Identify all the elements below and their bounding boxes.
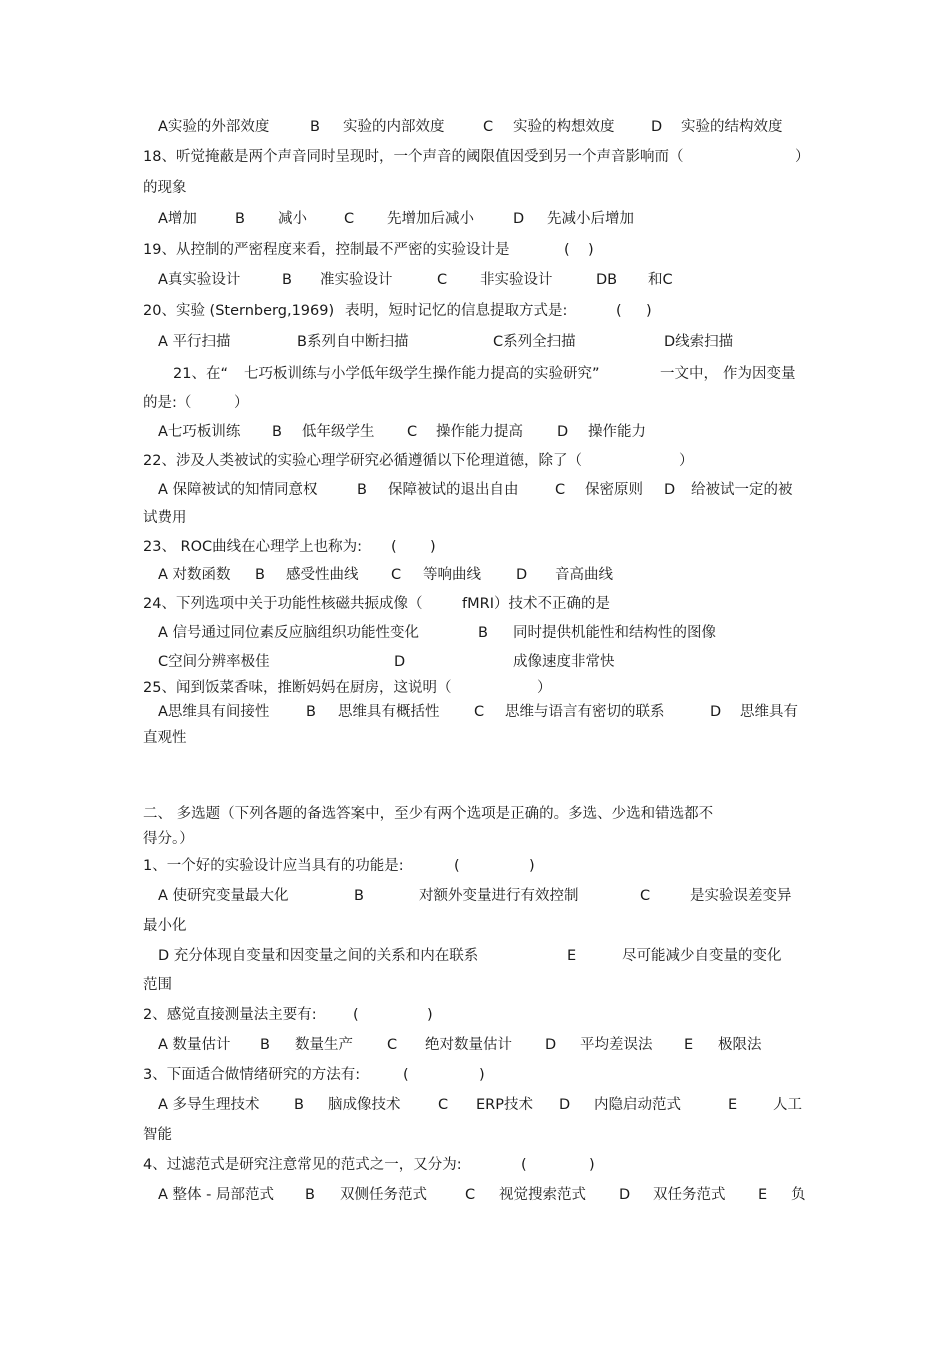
line-segment: D [545,1037,557,1053]
line-segment: 实验的结构效度 [681,119,783,135]
line-segment: 内隐启动范式 [594,1097,681,1113]
line-segment: 极限法 [718,1037,762,1053]
line-segment: C [555,482,566,498]
line-segment: 18、听觉掩蔽是两个声音同时呈现时，一个声音的阈限值因受到另一个声音影响而（ [143,149,684,165]
line-segment: B [357,482,367,498]
line-segment: C [407,424,418,440]
line-segment: DB [596,272,618,288]
line-segment: E [684,1037,694,1053]
line-segment: D [516,567,528,583]
line-segment: 准实验设计 [320,272,393,288]
line-segment: 二、 多选题（下列各题的备选答案中，至少有两个选项是正确的。多选、少选和错选都不 [143,806,714,822]
line-segment: D [664,482,676,498]
line-segment: 最小化 [143,918,187,934]
line-segment: 双任务范式 [653,1187,726,1203]
line-segment: D [619,1187,631,1203]
line-segment: B [310,119,320,135]
line-segment: ) [589,1157,595,1173]
line-segment: 负 [791,1187,806,1203]
line-segment: 保障被试的退出自由 [388,482,519,498]
line-segment: C系列全扫描 [493,334,576,350]
line-segment: A 多导生理技术 [158,1097,260,1113]
line-segment: A思维具有间接性 [158,704,270,720]
line-segment: 人工 [773,1097,802,1113]
line-segment: 3、下面适合做情绪研究的方法有: [143,1067,361,1083]
line-segment: D线索扫描 [664,334,734,350]
line-segment: ) [479,1067,485,1083]
line-segment: C [387,1037,398,1053]
line-segment: 非实验设计 [480,272,553,288]
line-segment: 的是:（ [143,395,192,411]
line-segment: B [306,704,316,720]
line-segment: 24、下列选项中关于功能性核磁共振成像（ [143,596,423,612]
line-segment: ERP技术 [476,1097,533,1113]
line-segment: 双侧任务范式 [340,1187,427,1203]
line-segment: ) [529,858,535,874]
line-segment: 对额外变量进行有效控制 [419,888,579,904]
line-segment: 实验的内部效度 [343,119,445,135]
line-segment: 数量生产 [295,1037,353,1053]
line-segment: 脑成像技术 [328,1097,401,1113]
line-segment: 是实验误差变异 [690,888,792,904]
line-segment: 同时提供机能性和结构性的图像 [513,625,716,641]
line-segment: ( [391,539,397,555]
line-segment: E [758,1187,768,1203]
line-segment: A 数量估计 [158,1037,231,1053]
line-segment: 音高曲线 [555,567,613,583]
line-segment: 4、过滤范式是研究注意常见的范式之一，又分为: [143,1157,462,1173]
line-segment: C [438,1097,449,1113]
line-segment: 试费用 [143,510,187,526]
line-segment: B [255,567,265,583]
line-segment: 思维具有概括性 [338,704,440,720]
line-segment: 25、闻到饭菜香味，推断妈妈在厨房，这说明（ [143,680,452,696]
line-segment: ( [454,858,460,874]
line-segment: C [437,272,448,288]
line-segment: B [260,1037,270,1053]
line-segment: 2、感觉直接测量法主要有: [143,1007,317,1023]
line-segment: B [478,625,488,641]
line-segment: 先增加后减小 [387,211,474,227]
line-segment: ( [616,303,622,319]
line-segment: 思维具有 [740,704,798,720]
line-segment: A增加 [158,211,197,227]
line-segment: D [651,119,663,135]
line-segment: ( [521,1157,527,1173]
line-segment: B系列自中断扫描 [297,334,409,350]
line-segment: 和C [648,272,673,288]
line-segment: 21、在“ [173,366,228,382]
line-segment: 1、一个好的实验设计应当具有的功能是: [143,858,404,874]
line-segment: D [557,424,569,440]
line-segment: C [344,211,355,227]
line-segment: B [305,1187,315,1203]
line-segment: D [394,654,406,670]
line-segment: 智能 [143,1127,172,1143]
line-segment: 一文中， [660,366,718,382]
line-segment: B [235,211,245,227]
line-segment: 实验的构想效度 [513,119,615,135]
line-segment: D [710,704,722,720]
line-segment: D 充分体现自变量和因变量之间的关系和内在联系 [158,948,479,964]
line-segment: A 信号通过同位素反应脑组织功能性变化 [158,625,420,641]
line-segment: 先减小后增加 [547,211,634,227]
line-segment: 操作能力 [588,424,646,440]
line-segment: 减小 [278,211,307,227]
line-segment: ） [234,395,249,411]
line-segment: A七巧板训练 [158,424,241,440]
line-segment: B [282,272,292,288]
line-segment: E [728,1097,738,1113]
line-segment: ) [430,539,436,555]
line-segment: A实验的外部效度 [158,119,270,135]
line-segment: ( [564,242,570,258]
line-segment: fMRI）技术不正确的是 [462,596,610,612]
line-segment: C [465,1187,476,1203]
line-segment: 感受性曲线 [286,567,359,583]
line-segment: 七巧板训练与小学低年级学生操作能力提高的实验研究” [244,366,600,382]
line-segment: C [391,567,402,583]
line-segment: 等响曲线 [423,567,481,583]
line-segment: 给被试一定的被 [691,482,793,498]
line-segment: ) [427,1007,433,1023]
line-segment: ) [646,303,652,319]
line-segment: 19、从控制的严密程度来看，控制最不严密的实验设计是 [143,242,510,258]
line-segment: ( [353,1007,359,1023]
line-segment: A 平行扫描 [158,334,231,350]
line-segment: D [559,1097,571,1113]
line-segment: C [483,119,494,135]
line-segment: 成像速度非常快 [513,654,615,670]
line-segment: 得分。） [143,831,194,847]
line-segment: 绝对数量估计 [425,1037,512,1053]
line-segment: A 整体 - 局部范式 [158,1187,274,1203]
line-segment: B [294,1097,304,1113]
line-segment: ( [403,1067,409,1083]
line-segment: 视觉搜索范式 [499,1187,586,1203]
line-segment: ) [588,242,594,258]
line-segment: B [354,888,364,904]
line-segment: 22、涉及人类被试的实验心理学研究必循遵循以下伦理道德，除了（ [143,453,582,469]
line-segment: 保密原则 [585,482,643,498]
line-segment: 平均差误法 [580,1037,653,1053]
line-segment: C空间分辨率极佳 [158,654,270,670]
line-segment: ） [537,680,552,696]
line-segment: 作为因变量 [723,366,796,382]
line-segment: B [272,424,282,440]
line-segment: C [474,704,485,720]
line-segment: C [640,888,651,904]
line-segment: E [567,948,577,964]
line-segment: 表明，短时记忆的信息提取方式是: [345,303,568,319]
line-segment: 尽可能减少自变量的变化 [622,948,782,964]
line-segment: 的现象 [143,180,187,196]
line-segment: A 保障被试的知情同意权 [158,482,318,498]
line-segment: A 使研究变量最大化 [158,888,289,904]
line-segment: ） [679,453,694,469]
line-segment: 思维与语言有密切的联系 [505,704,665,720]
line-segment: 范围 [143,977,172,993]
line-segment: D [513,211,525,227]
line-segment: 操作能力提高 [436,424,523,440]
line-segment: 低年级学生 [302,424,375,440]
line-segment: A 对数函数 [158,567,231,583]
line-segment: 直观性 [143,730,187,746]
line-segment: 20、实验 (Sternberg,1969) [143,303,335,319]
line-segment: ） [795,149,810,165]
line-segment: A真实验设计 [158,272,241,288]
line-segment: 23、 ROC曲线在心理学上也称为: [143,539,363,555]
